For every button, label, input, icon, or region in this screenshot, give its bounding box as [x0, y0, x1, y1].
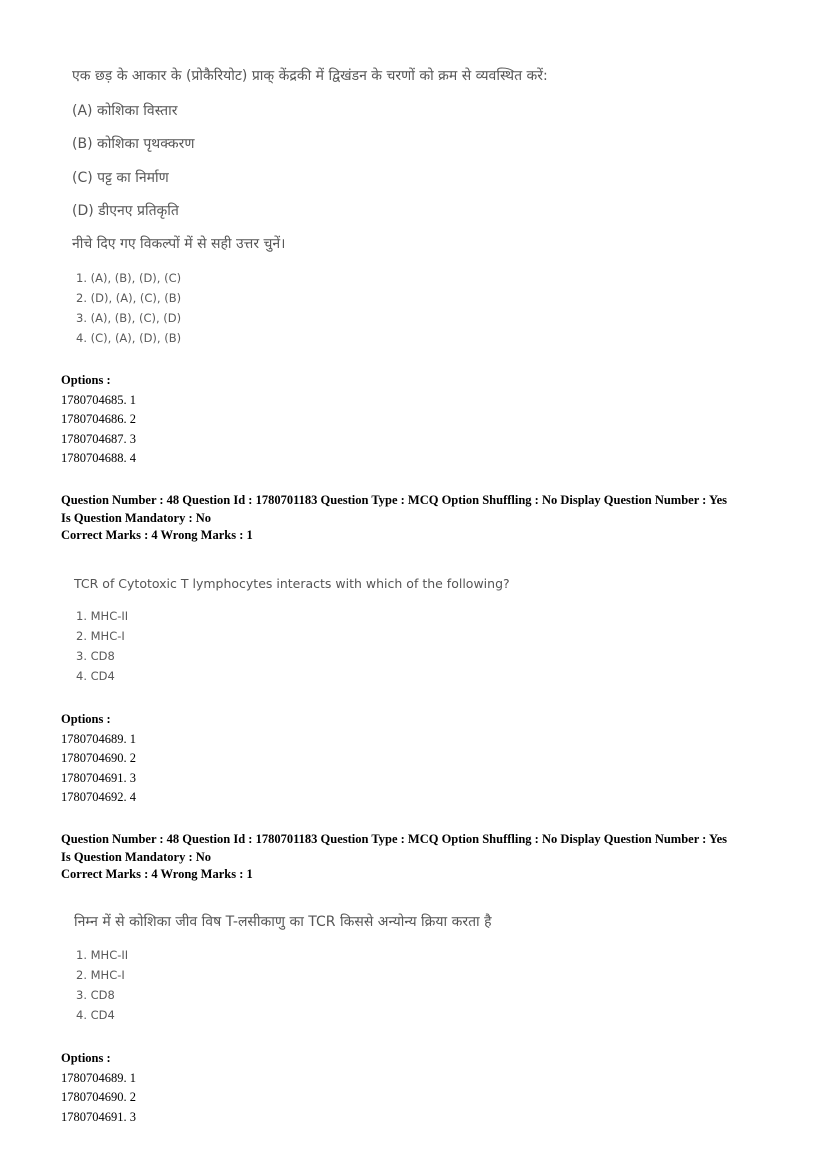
- question-text: TCR of Cytotoxic T lymphocytes interacts with which of the following?: [74, 576, 510, 591]
- question-meta: [61, 492, 727, 545]
- statement-a: (A) कोशिका विस्तार: [72, 103, 178, 119]
- options-heading: Options :: [61, 712, 111, 726]
- question-meta-line: Question Number : 48 Question Id : 1780701183 Question Type : MCQ Option Shuffling : No Display Question Number : Yes: [61, 832, 728, 846]
- statement-c: (C) पट्ट का निर्माण: [72, 170, 169, 186]
- option-id: 1780704690. 2: [61, 751, 136, 765]
- choice-2: 2. (D), (A), (C), (B): [76, 291, 182, 305]
- options-heading: Options :: [61, 1051, 111, 1065]
- statement-d: (D) डीएनए प्रतिकृति: [72, 203, 179, 219]
- choice-3: 3. CD8: [76, 649, 115, 663]
- question-meta-line: Question Number : 48 Question Id : 1780701183 Question Type : MCQ Option Shuffling : No Display Question Number : Yes: [61, 493, 728, 507]
- choice-1: 1. (A), (B), (D), (C): [76, 271, 182, 285]
- option-id: 1780704692. 4: [61, 790, 136, 804]
- option-id: 1780704689. 1: [61, 731, 136, 746]
- option-id: 1780704691. 3: [61, 1109, 136, 1124]
- choice-1: 1. MHC-II: [76, 948, 129, 962]
- choice-3: 3. (A), (B), (C), (D): [76, 311, 182, 325]
- question-meta-line: Is Question Mandatory : No: [61, 510, 212, 525]
- option-id: 1780704691. 3: [61, 770, 136, 785]
- instruction-text: नीचे दिए गए विकल्पों में से सही उत्तर चुनें।: [72, 236, 286, 252]
- choice-2: 2. MHC-I: [76, 968, 125, 982]
- question-text: एक छड़ के आकार के (प्रोकैरियोट) प्राक् केंद्रकी में द्विखंडन के चरणों को क्रम से व्यवस्थित करें:: [72, 68, 548, 84]
- statement-b: (B) कोशिका पृथक्करण: [72, 136, 195, 152]
- options-heading: Options :: [61, 373, 111, 387]
- question-meta: [61, 831, 727, 884]
- question-meta-line: Correct Marks : 4 Wrong Marks : 1: [61, 867, 253, 881]
- question-meta-line: Correct Marks : 4 Wrong Marks : 1: [61, 528, 253, 542]
- choice-4: 4. (C), (A), (D), (B): [76, 331, 182, 345]
- options-block: [61, 371, 136, 469]
- option-id: 1780704686. 2: [61, 412, 136, 426]
- option-id: 1780704685. 1: [61, 392, 136, 407]
- choice-4: 4. CD4: [76, 1008, 115, 1022]
- option-id: 1780704690. 2: [61, 1090, 136, 1104]
- question-meta-line: Is Question Mandatory : No: [61, 849, 212, 864]
- options-block: [61, 1049, 136, 1127]
- choice-1: 1. MHC-II: [76, 609, 129, 623]
- options-block: [61, 710, 136, 808]
- choice-3: 3. CD8: [76, 988, 115, 1002]
- choice-4: 4. CD4: [76, 669, 115, 683]
- option-id: 1780704688. 4: [61, 451, 136, 465]
- option-id: 1780704687. 3: [61, 431, 136, 446]
- question-text: निम्न में से कोशिका जीव विष T-लसीकाणु का TCR किससे अन्योन्य क्रिया करता है: [74, 914, 492, 930]
- option-id: 1780704689. 1: [61, 1070, 136, 1085]
- choice-2: 2. MHC-I: [76, 629, 125, 643]
